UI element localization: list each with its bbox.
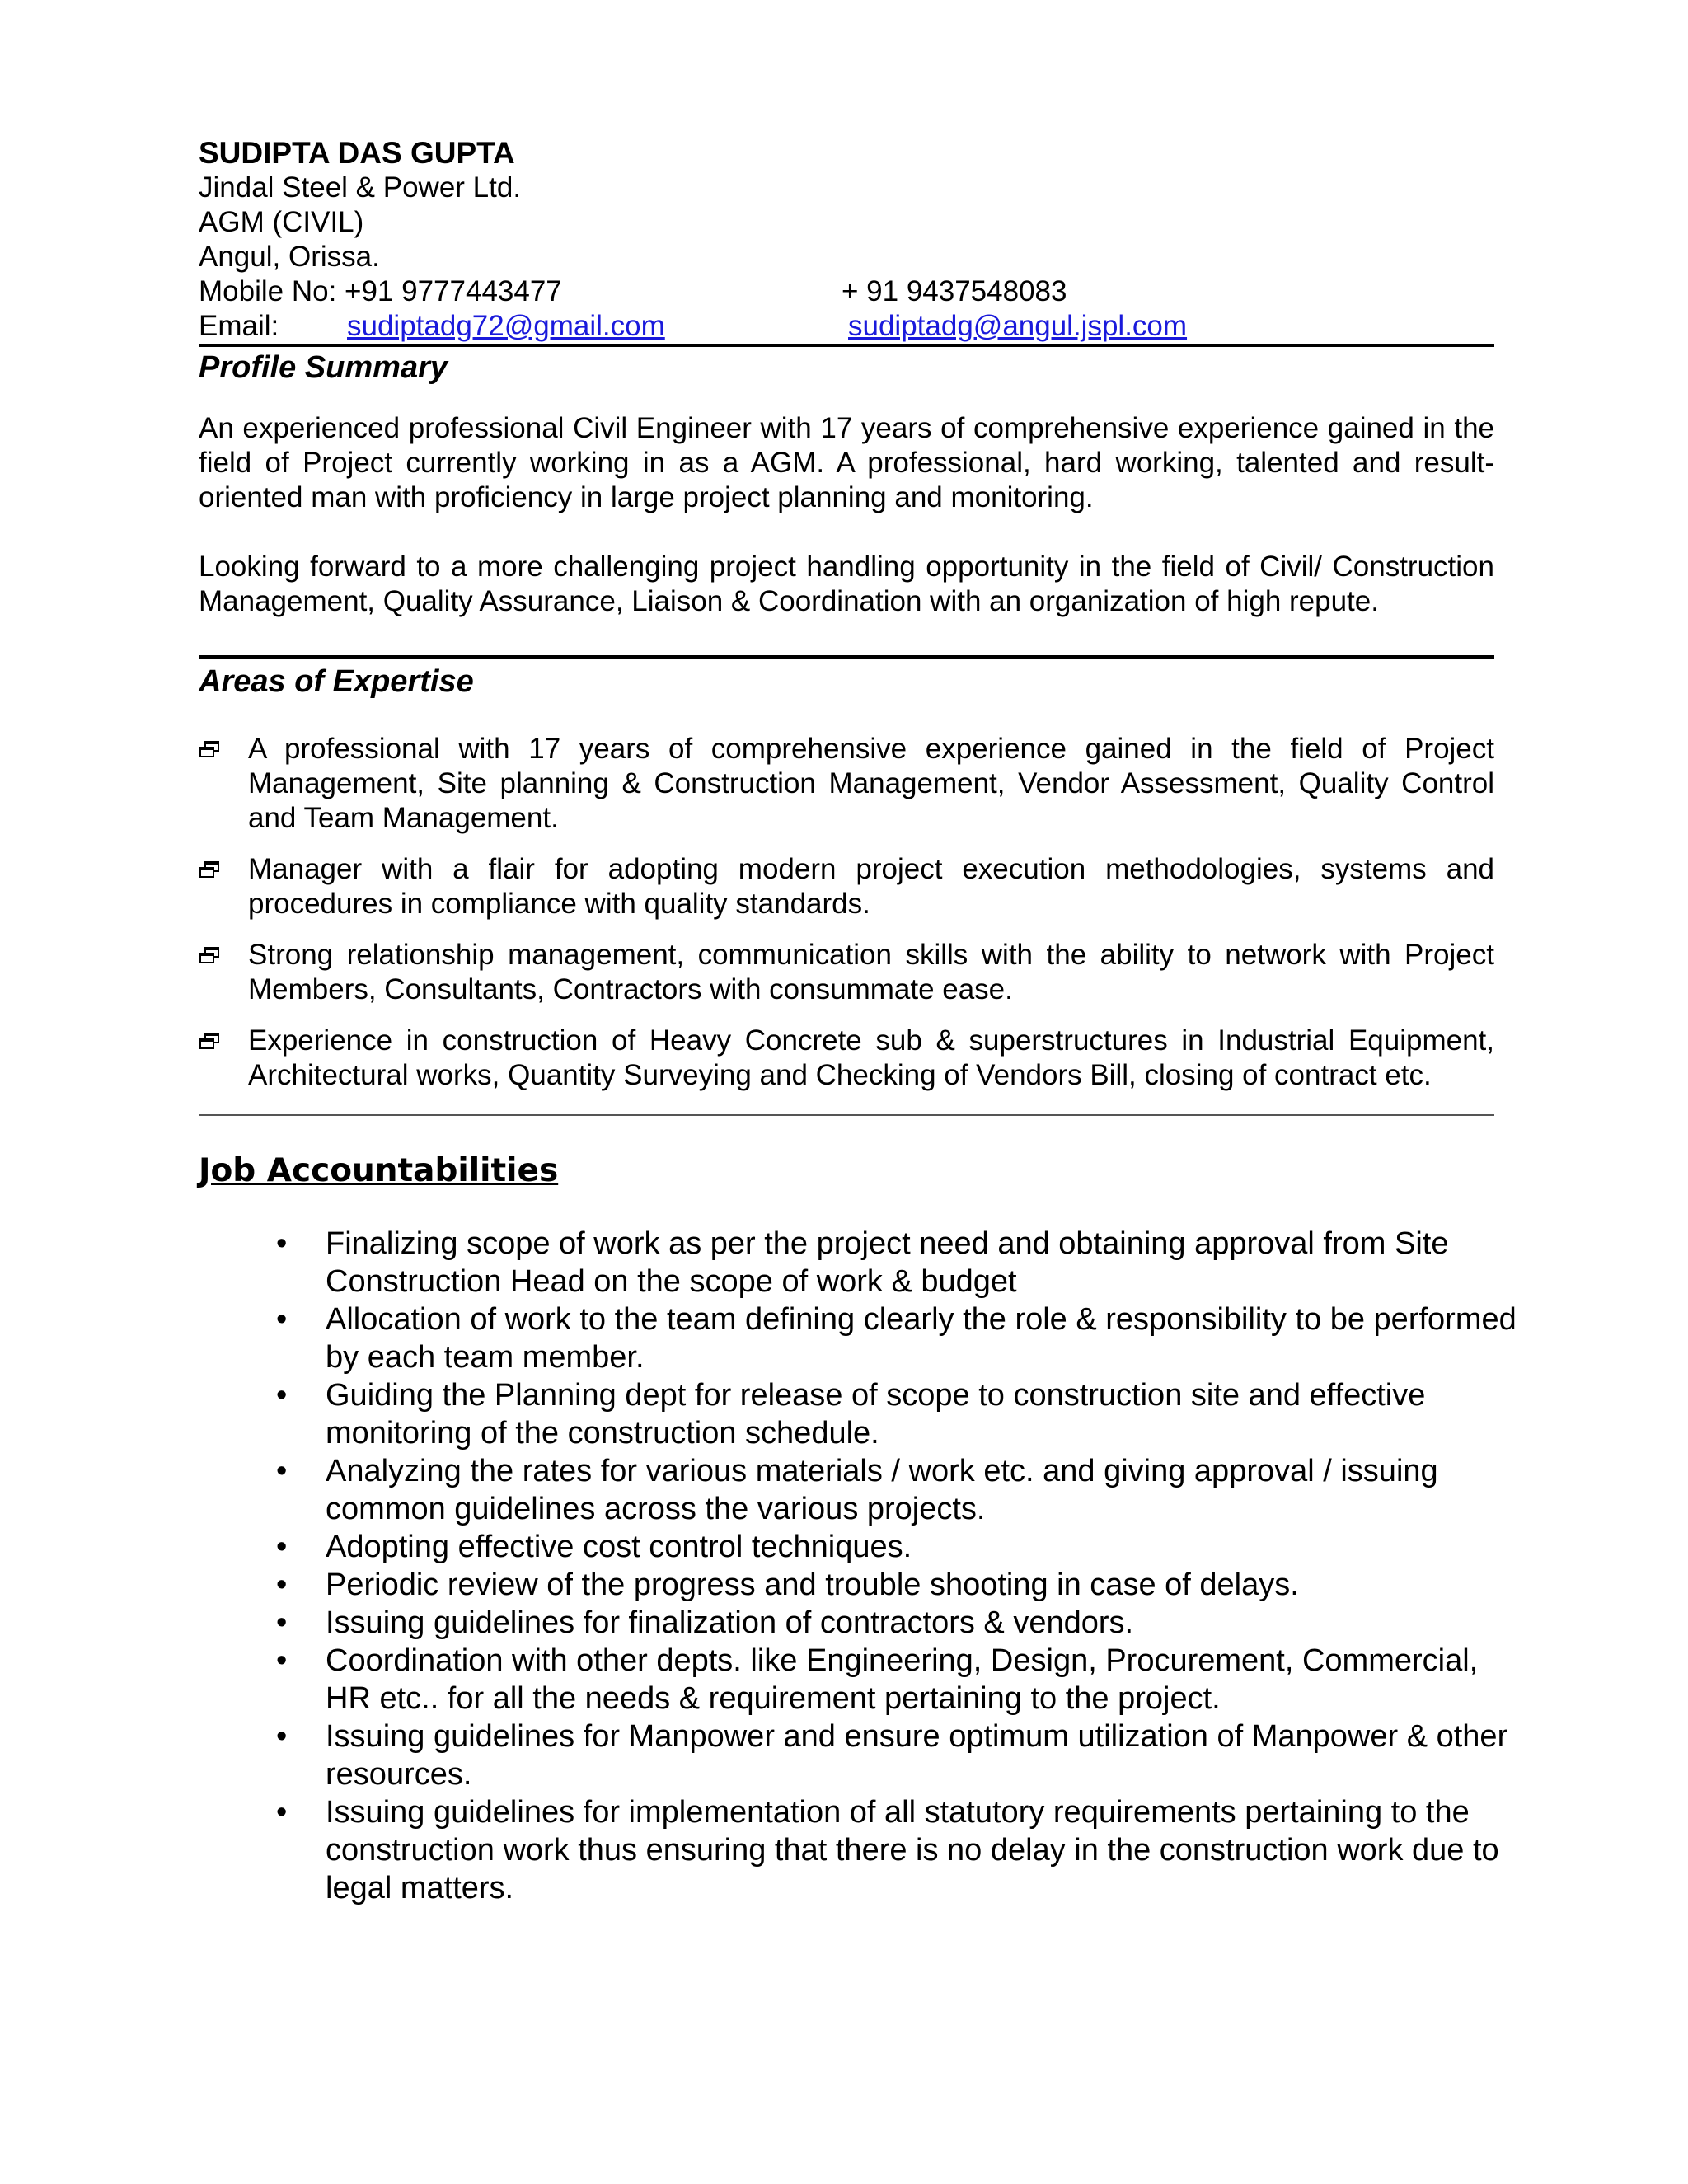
list-item: • Issuing guidelines for finalization of contractors & vendors. bbox=[276, 1605, 1134, 1640]
list-item: A professional with 17 years of comprehensive experience gained in the field of Project Management, Site planning & Construction Management, Vendor Assessment, Quality Control and Team Management. bbox=[199, 732, 1494, 836]
section-divider-thin bbox=[199, 1114, 1494, 1116]
window-bullet-icon bbox=[199, 946, 220, 964]
mobile-row bbox=[199, 274, 1494, 309]
profile-paragraph-1: An experienced professional Civil Engineer with 17 years of comprehensive experience gained in the field of Project currently working in as a AGM. A professional, hard working, talented and result-oriented man with proficiency in large project planning and monitoring. bbox=[199, 412, 1494, 513]
list-item: • Analyzing the rates for various materials / work etc. and giving approval / issuing common guidelines across the various projects. bbox=[276, 1454, 1438, 1526]
email-row bbox=[199, 309, 1494, 347]
mobile-primary: Mobile No: +91 9777443477 bbox=[199, 275, 562, 307]
list-item: Experience in construction of Heavy Concrete sub & superstructures in Industrial Equipment, Architectural works, Quantity Surveying and Checking of Vendors Bill, closing of contract etc. bbox=[199, 1024, 1494, 1093]
email-primary-link[interactable]: sudiptadg72@gmail.com bbox=[347, 310, 665, 342]
areas-of-expertise-heading: Areas of Expertise bbox=[199, 664, 474, 699]
email-secondary-link[interactable]: sudiptadg@angul.jspl.com bbox=[848, 310, 1188, 342]
profile-paragraph-2: Looking forward to a more challenging project handling opportunity in the field of Civil/ Construction Management, Quality Assurance, Liaison & Coordination with an organization of high repute. bbox=[199, 551, 1494, 617]
window-bullet-icon bbox=[199, 860, 220, 879]
resume-page bbox=[199, 136, 1517, 1907]
list-item: • Adopting effective cost control techniques. bbox=[276, 1530, 912, 1564]
email-label: Email: bbox=[199, 310, 279, 342]
job-accountabilities-list bbox=[199, 1225, 1529, 1907]
list-item: • Guiding the Planning dept for release of scope to construction site and effective monitoring of the construction schedule. bbox=[276, 1378, 1426, 1451]
list-item: Manager with a flair for adopting modern project execution methodologies, systems and procedures in compliance with quality standards. bbox=[199, 852, 1494, 921]
list-item: • Coordination with other depts. like Engineering, Design, Procurement, Commercial, HR etc.. for all the needs & requirement pertaining to the project. bbox=[276, 1643, 1479, 1716]
list-item: Strong relationship management, communication skills with the ability to network with Project Members, Consultants, Contractors with consummate ease. bbox=[199, 938, 1494, 1007]
company-name: Jindal Steel & Power Ltd. bbox=[199, 171, 522, 204]
list-item: • Issuing guidelines for Manpower and ensure optimum utilization of Manpower & other resources. bbox=[276, 1719, 1508, 1792]
window-bullet-icon bbox=[199, 1032, 220, 1050]
list-item: • Finalizing scope of work as per the project need and obtaining approval from Site Construction Head on the scope of work & budget bbox=[276, 1226, 1449, 1299]
location: Angul, Orissa. bbox=[199, 241, 380, 273]
mobile-alt: + 91 9437548083 bbox=[842, 275, 1067, 307]
section-divider bbox=[199, 655, 1494, 659]
window-bullet-icon bbox=[199, 740, 220, 758]
candidate-name: SUDIPTA DAS GUPTA bbox=[199, 136, 515, 170]
expertise-list bbox=[199, 732, 1494, 1093]
job-accountabilities-heading: Job Accountabilities bbox=[199, 1152, 559, 1189]
list-item: • Periodic review of the progress and trouble shooting in case of delays. bbox=[276, 1568, 1299, 1602]
designation: AGM (CIVIL) bbox=[199, 206, 364, 238]
list-item: • Issuing guidelines for implementation of all statutory requirements pertaining to the construction work thus ensuring that there is no delay in the construction work due to legal matters. bbox=[276, 1795, 1499, 1905]
list-item: • Allocation of work to the team defining clearly the role & responsibility to be performed by each team member. bbox=[276, 1302, 1517, 1375]
profile-summary-heading: Profile Summary bbox=[199, 350, 448, 385]
